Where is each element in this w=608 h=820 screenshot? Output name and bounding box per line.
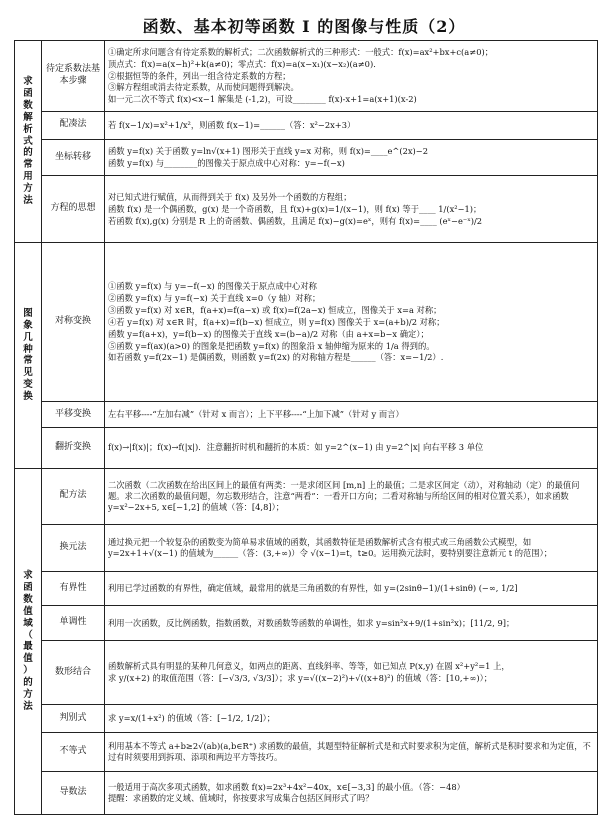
- table-row: [15, 139, 598, 176]
- method-content: [105, 176, 598, 243]
- method-name: 数形结合: [42, 640, 105, 705]
- content-line: 顶点式：f(x)=a(x−h)²+k(a≠0)；零点式：f(x)=a(x−x₁)(x−x₂)(a≠0)．: [108, 58, 382, 69]
- page-title: 函数、基本初等函数 I 的图像与性质（2）: [142, 17, 466, 36]
- content-line: 一般适用于高次多项式函数，如求函数 f(x)=2x³+4x²−40x，x∈[−3,3] 的最小值。（答：−48）: [108, 781, 465, 792]
- method-name: 单调性: [42, 606, 105, 640]
- method-content: [105, 468, 598, 524]
- content-line: 求 y=x/(1+x²) 的值域（答：[−1/2, 1/2]）；: [108, 713, 276, 724]
- method-content: [105, 640, 598, 705]
- method-name: 平移变换: [42, 402, 105, 428]
- method-name: 换元法: [42, 524, 105, 571]
- method-content: [105, 243, 598, 402]
- content-line: 求 y/(x+2) 的取值范围（答：[−√3/3, √3/3]）；求 y=√((x−2)²)+√((x+8)²) 的值域（答：[10,+∞)）；: [108, 673, 493, 684]
- method-content: [105, 705, 598, 733]
- method-content: [105, 733, 598, 772]
- content-line: 利用基本不等式 a+b≥2√(ab)(a,b∈R⁺) 求函数的最值，其题型特征解析式是和式时要求积为定值，解析式是积时要求和为定值，不过有时须要用到拆项、添项和两边平方等技巧。: [108, 741, 591, 763]
- method-content: [105, 771, 598, 814]
- method-content: [105, 111, 598, 139]
- section-category-label: 求 函 数 值 域 （ 最 值 ） 的 方 法: [15, 468, 42, 814]
- content-line: 函数 y=f(x) 与________的图像关于原点成中心对称：y=−f(−x): [108, 158, 345, 169]
- content-line: ④若 y=f(x) 对 x∈R 时，f(a+x)=f(b−x) 恒成立，则 y=f(x) 图像关于 x=(a+b)/2 对称；: [108, 316, 445, 327]
- content-line: 对已知式进行赋值，从而得到关于 f(x) 及另外一个函数的方程组；: [108, 191, 352, 202]
- table-row: [15, 427, 598, 468]
- method-content: [105, 524, 598, 571]
- table-row: [15, 176, 598, 243]
- method-content: [105, 402, 598, 428]
- table-row: [15, 402, 598, 428]
- content-line: ⑤函数 y=f(ax)(a>0) 的图象是把函数 y=f(x) 的图象沿 x 轴伸缩为原来的 1/a 得到的。: [108, 340, 435, 351]
- table-row: [15, 640, 598, 705]
- content-line: 提醒：求函数的定义域、值域时，你按要求写成集合包括区间形式了吗？: [108, 793, 374, 804]
- table-row: [15, 606, 598, 640]
- content-line: ①函数 y=f(x) 与 y=−f(−x) 的图像关于原点成中心对称: [108, 280, 317, 291]
- section-category-label: 求 函 数 解 析 式 的 常 用 方 法: [15, 41, 42, 243]
- method-name: 配方法: [42, 468, 105, 524]
- table-row: [15, 524, 598, 571]
- table-row: [15, 243, 598, 402]
- method-name: 有界性: [42, 571, 105, 605]
- content-line: 函数 y=f(x) 关于函数 y=ln√(x+1) 图形关于直线 y=x 对称，则 f(x)=____e^(2x)−2: [108, 146, 428, 157]
- method-name: 配凑法: [42, 111, 105, 139]
- method-content: [105, 139, 598, 176]
- table-row: [15, 705, 598, 733]
- method-content: [105, 571, 598, 605]
- method-content: [105, 606, 598, 640]
- method-name: 坐标转移: [42, 139, 105, 176]
- method-name: 判别式: [42, 705, 105, 733]
- content-line: 利用已学过函数的有界性，确定值域，最常用的就是三角函数的有界性，如 y=(2sinθ−1)/(1+sinθ) (−∞, 1/2]: [108, 583, 518, 594]
- method-name: 待定系数法基本步骤: [42, 41, 105, 112]
- method-content: [105, 427, 598, 468]
- content-line: ②根据恒等的条件，列出一组含待定系数的方程；: [108, 70, 291, 81]
- method-name: 翻折变换: [42, 427, 105, 468]
- content-line: 利用一次函数，反比例函数，指数函数，对数函数等函数的单调性，如求 y=sin²x+9/(1+sin²x)；[11/2, 9]；: [108, 617, 515, 628]
- table-row: [15, 111, 598, 139]
- summary-table: [14, 40, 598, 815]
- content-line: 函数 y=f(a+x)，y=f(b−x) 的图像关于直线 x=(b−a)/2 对称（由 a+x=b−x 确定）；: [108, 328, 429, 339]
- content-line: 函数解析式具有明显的某种几何意义，如两点的距离、直线斜率、等等，如已知点 P(x,y) 在圆 x²+y²=1 上，: [108, 661, 510, 672]
- method-name: 导数法: [42, 771, 105, 814]
- content-line: ③解方程组或消去待定系数，从而使问题得到解决。: [108, 82, 299, 93]
- content-line: 左右平移----“左加右减”（针对 x 而言）；上下平移----“上加下减”（针对 y 而言）: [108, 409, 404, 420]
- content-line: 函数 f(x) 是一个偶函数，g(x) 是一个奇函数，且 f(x)+g(x)=1/(x−1)，则 f(x) 等于____ 1/(x²−1)；: [108, 203, 482, 214]
- content-line: 二次函数（二次函数在给出区间上的最值有两类：一是求闭区间 [m,n] 上的最值；二是求区间定（动），对称轴动（定）的最值问题。求二次函数的最值问题，勿忘数形结合，注意“两看”：一看开口方向；二看对称轴与所给区间的相对位置关系），如求函数 y=x²−2x+5, x∈[−1,2] 的值域（答：[4,8]）；: [108, 479, 580, 512]
- content-line: ③函数 y=f(x) 对 x∈R，f(a+x)=f(a−x) 或 f(x)=f(2a−x) 恒成立，图像关于 x=a 对称；: [108, 304, 442, 315]
- section-category-label: 图 象 几 种 常 见 变 换: [15, 243, 42, 469]
- table-row: [15, 571, 598, 605]
- content-line: 若函数 f(x),g(x) 分别是 R 上的奇函数、偶函数，且满足 f(x)−g(x)=eˣ，则有 f(x)=____ (eˣ−e⁻ˣ)/2: [108, 215, 483, 226]
- content-line: ①确定所求问题含有待定系数的解析式；二次函数解析式的三种形式：一般式：f(x)=ax²+bx+c(a≠0)；: [108, 46, 494, 57]
- method-name: 方程的思想: [42, 176, 105, 243]
- table-row: [15, 41, 598, 112]
- content-line: ②函数 y=f(x) 与 y=f(−x) 关于直线 x=0（y 轴）对称；: [108, 292, 321, 303]
- content-line: 如一元二次不等式 f(x)<x−1 解集是 (-1,2)，可设________ f(x)-x+1=a(x+1)(x-2): [108, 94, 417, 105]
- content-line: 如若函数 y=f(2x−1) 是偶函数，则函数 y=f(2x) 的对称轴方程是______（答：x=−1/2）.: [108, 352, 444, 363]
- content-line: 通过换元把一个较复杂的函数变为简单易求值域的函数，其函数特征是函数解析式含有根式或三角函数公式模型，如 y=2x+1+√(x−1) 的值域为______（答：(3,+∞)）令 √(x−1)=t，t≥0。运用换元法时，要特别要注意新元 t 的范围）；: [108, 536, 553, 558]
- content-line: f(x)→|f(x)|；f(x)→f(|x|)．注意翻折时机和翻折的本质：如 y=2^(x−1) 由 y=2^|x| 向右平移 3 单位: [108, 442, 484, 453]
- table-row: [15, 733, 598, 772]
- content-line: 若 f(x−1/x)=x²+1/x²，则函数 f(x−1)=______（答：x²−2x+3）: [108, 119, 356, 130]
- method-content: [105, 41, 598, 112]
- method-name: 不等式: [42, 733, 105, 772]
- method-name: 对称变换: [42, 243, 105, 402]
- table-row: [15, 771, 598, 814]
- table-row: [15, 468, 598, 524]
